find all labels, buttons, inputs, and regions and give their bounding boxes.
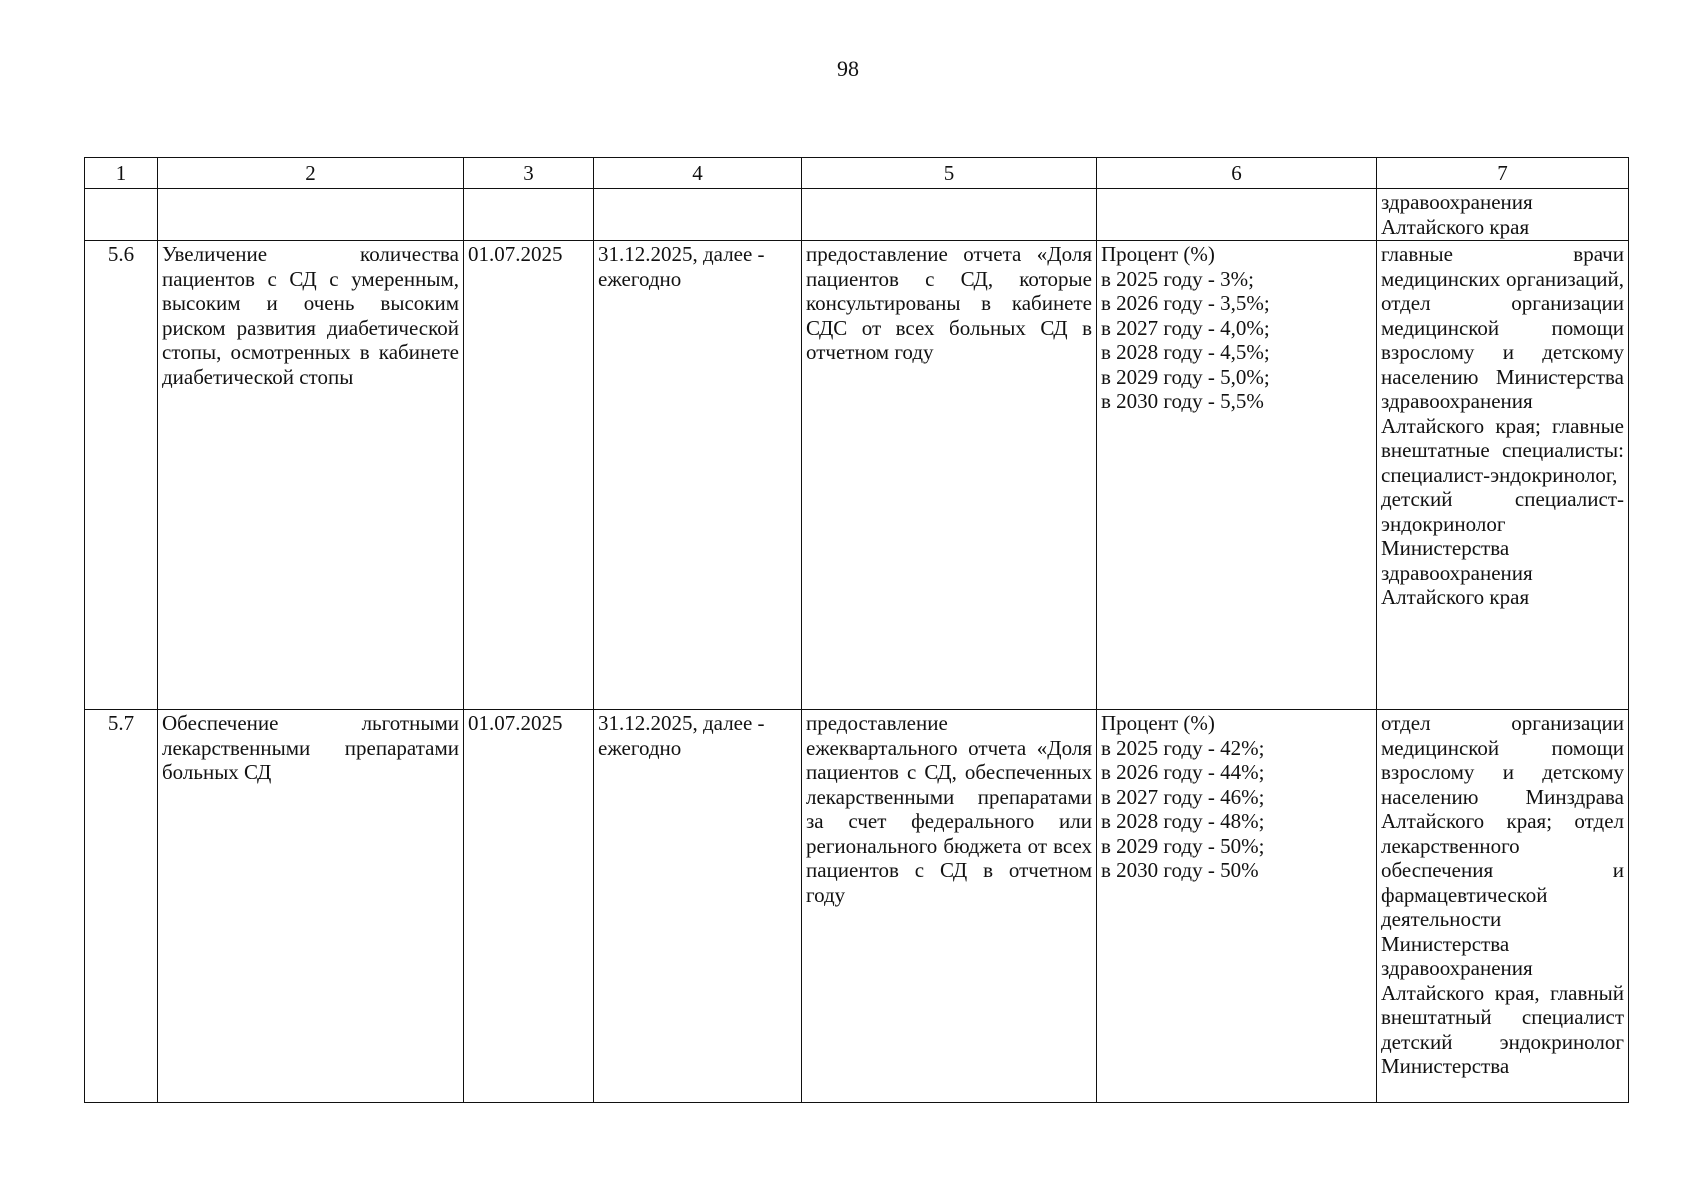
row-number: 5.7 — [85, 710, 158, 1103]
measure-title-cell: Увеличение количества пациентов с СД с умеренным, высоким и очень высоким риском развития диабетической стопы, осмотренных в кабинете диабетической стопы — [158, 241, 464, 710]
empty-cell — [594, 189, 802, 241]
indicator-line: в 2027 году - 4,0%; — [1101, 315, 1270, 340]
indicator-line: в 2025 году - 3%; — [1101, 266, 1254, 291]
indicator-cell — [1097, 241, 1377, 710]
table-header-row — [85, 158, 1629, 189]
empty-cell — [158, 189, 464, 241]
column-header: 4 — [594, 158, 802, 189]
column-header: 3 — [464, 158, 594, 189]
table-row — [85, 710, 1629, 1103]
responsible-cell: главные врачи медицинских организаций, отдел организации медицинской помощи взрослому и детскому населению Министерства здравоохранения Алтайского края; главные внештатные специалисты: специалист-эндокринолог, детский специалист-эндокринолог Министерства здравоохранения Алтайского края — [1377, 241, 1629, 710]
column-header: 1 — [85, 158, 158, 189]
indicator-cell — [1097, 710, 1377, 1103]
indicator-line: в 2029 году - 5,0%; — [1101, 364, 1270, 389]
indicator-line: в 2030 году - 5,5% — [1101, 389, 1264, 413]
empty-cell — [802, 189, 1097, 241]
start-date-cell: 01.07.2025 — [464, 710, 594, 1103]
empty-cell — [1097, 189, 1377, 241]
indicator-line: в 2026 году - 3,5%; — [1101, 291, 1270, 315]
measure-title-cell: Обеспечение льготными лекарственными препаратами больных СД — [158, 710, 464, 1103]
indicator-line: в 2025 году - 42%; — [1101, 735, 1265, 760]
indicator-line: в 2026 году - 44%; — [1101, 760, 1265, 784]
end-date-cell: 31.12.2025, далее - ежегодно — [594, 241, 802, 710]
action-plan-table — [84, 157, 1629, 1103]
indicator-line: в 2028 году - 4,5%; — [1101, 340, 1270, 364]
responsible-cell: отдел организации медицинской помощи взрослому и детскому населению Минздрава Алтайского края; отдел лекарственного обеспечения и фармацевтической деятельности Министерства здравоохранения Алтайского края, главный внештатный специалист детский эндокринолог Министерства — [1377, 710, 1629, 1103]
column-header: 6 — [1097, 158, 1377, 189]
column-header: 5 — [802, 158, 1097, 189]
indicator-line: в 2030 году - 50% — [1101, 858, 1259, 882]
page-number: 98 — [837, 56, 859, 81]
column-header: 7 — [1377, 158, 1629, 189]
indicator-line: Процент (%) — [1101, 711, 1215, 735]
indicator-line: в 2029 году - 50%; — [1101, 833, 1265, 858]
empty-cell — [85, 189, 158, 241]
end-date-cell: 31.12.2025, далее - ежегодно — [594, 710, 802, 1103]
report-cell: предоставление ежеквартального отчета «Доля пациентов с СД, обеспеченных лекарственными препаратами за счет федерального или регионального бюджета от всех пациентов с СД в отчетном году — [802, 710, 1097, 1103]
row-number: 5.6 — [85, 241, 158, 710]
report-cell: предоставление отчета «Доля пациентов с СД, которые консультированы в кабинете СДС от всех больных СД в отчетном году — [802, 241, 1097, 710]
empty-cell — [464, 189, 594, 241]
indicator-line: Процент (%) — [1101, 242, 1215, 266]
table-row — [85, 241, 1629, 710]
continuation-row — [85, 189, 1629, 241]
indicator-line: в 2027 году - 46%; — [1101, 784, 1265, 809]
column-header: 2 — [158, 158, 464, 189]
responsible-cell: здравоохранения Алтайского края — [1377, 189, 1629, 241]
start-date-cell: 01.07.2025 — [464, 241, 594, 710]
indicator-line: в 2028 году - 48%; — [1101, 809, 1265, 833]
